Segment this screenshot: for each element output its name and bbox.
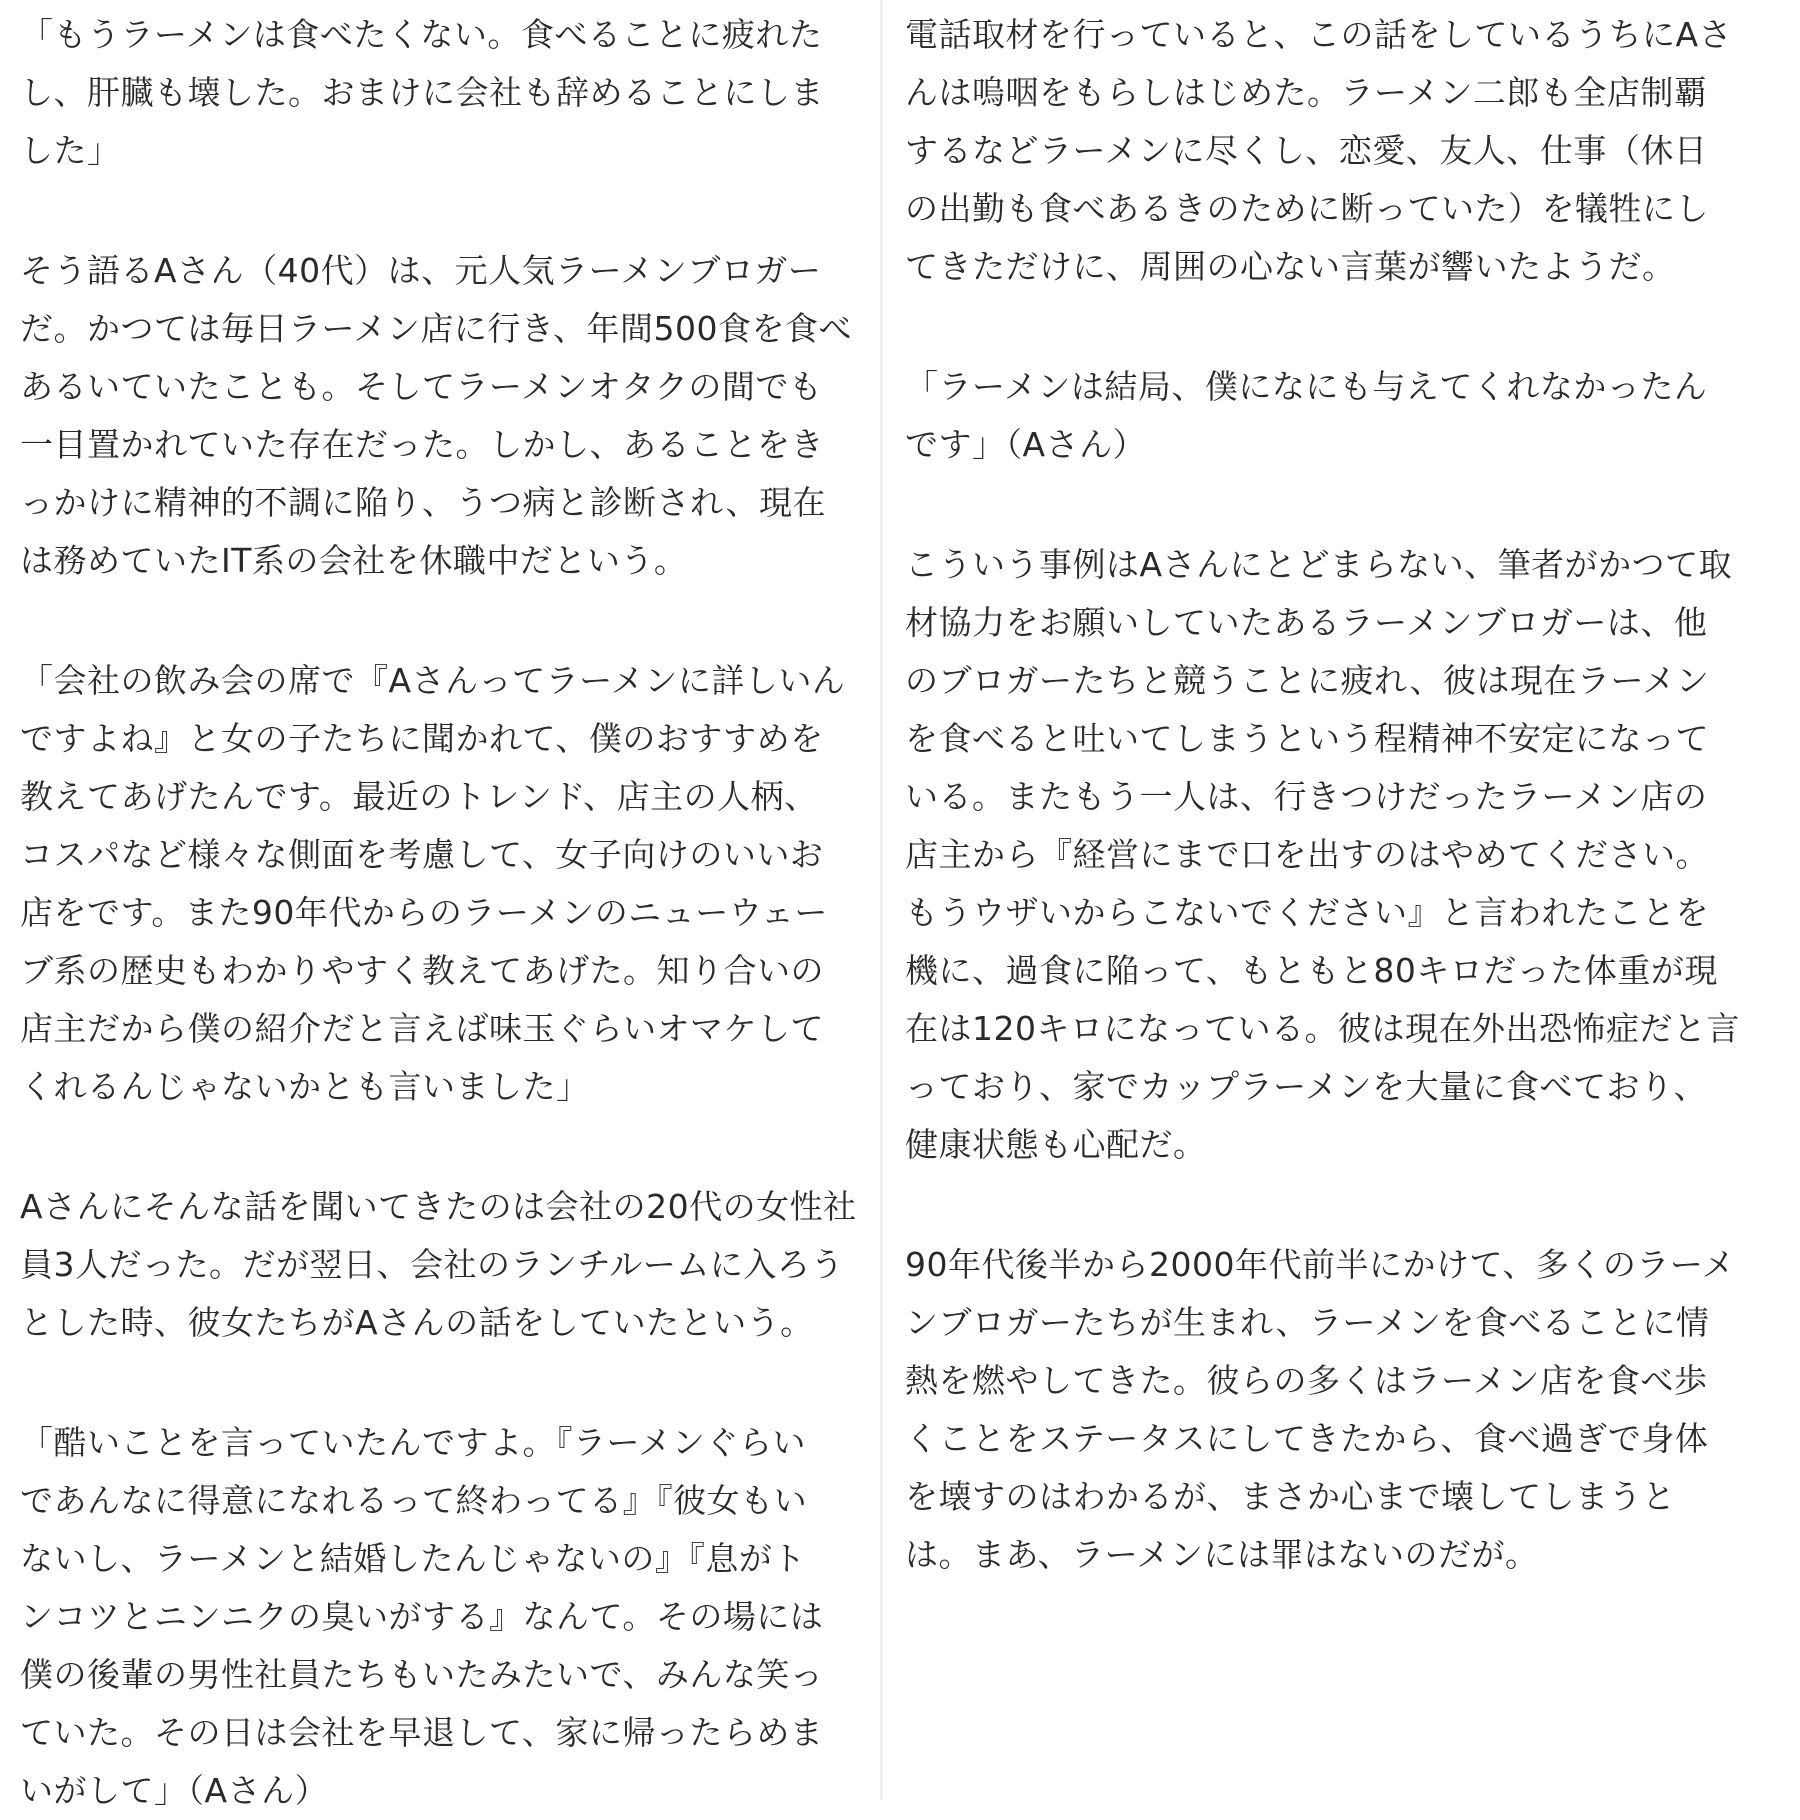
text-line: 健康状態も心配だ。 <box>905 1125 1207 1164</box>
text-line: ですよね』と女の子たちに聞かれて、僕のおすすめを <box>20 719 824 758</box>
text-line: は。まあ、ラーメンには罪はないのだが。 <box>905 1535 1539 1574</box>
paragraph <box>20 242 864 590</box>
text-line: こういう事例はAさんにとどまらない、筆者がかつて取 <box>905 545 1733 584</box>
text-line: した」 <box>20 131 121 170</box>
text-line: 90年代後半から2000年代前半にかけて、多くのラーメ <box>905 1245 1736 1284</box>
text-line: 機に、過食に陥って、もともと80キロだった体重が現 <box>905 951 1718 990</box>
text-line: くれるんじゃないかとも言いました」 <box>20 1067 590 1106</box>
text-line: し、肝臓も壊した。おまけに会社も辞めることにしま <box>20 73 824 112</box>
text-line: 「会社の飲み会の席で『Aさんってラーメンに詳しいん <box>20 661 846 700</box>
text-line: ないし、ラーメンと結婚したんじゃないの』『息がト <box>20 1539 806 1578</box>
paragraph <box>20 6 864 180</box>
text-line: ブ系の歴史もわかりやすく教えてあげた。知り合いの <box>20 951 824 990</box>
paragraph <box>905 358 1784 474</box>
paragraph <box>905 6 1784 296</box>
text-line: っており、家でカップラーメンを大量に食べており、 <box>905 1067 1708 1106</box>
text-line: 「もうラーメンは食べたくない。食べることに疲れた <box>20 15 823 54</box>
text-line: ンコツとニンニクの臭いがする』なんて。その場には <box>20 1597 824 1636</box>
text-line: んは嗚咽をもらしはじめた。ラーメン二郎も全店制覇 <box>905 73 1708 112</box>
text-line: 一目置かれていた存在だった。しかし、あることをき <box>20 425 824 464</box>
text-line: 店主だから僕の紹介だと言えば味玉ぐらいオマケして <box>20 1009 824 1048</box>
text-line: であんなに得意になれるって終わってる』『彼女もい <box>20 1481 808 1520</box>
text-line: てきただけに、周囲の心ない言葉が響いたようだ。 <box>905 247 1676 286</box>
text-line: ンブロガーたちが生まれ、ラーメンを食べることに情 <box>905 1303 1710 1342</box>
paragraph <box>20 1414 864 1820</box>
text-line: するなどラーメンに尽くし、恋愛、友人、仕事（休日 <box>905 131 1708 170</box>
text-line: あるいていたことも。そしてラーメンオタクの間でも <box>20 367 823 406</box>
paragraph <box>20 652 864 1116</box>
article-left-column <box>0 0 880 1810</box>
text-line: くことをステータスにしてきたから、食べ過ぎで身体 <box>905 1419 1709 1458</box>
paragraph <box>20 1178 864 1352</box>
paragraph <box>905 1236 1784 1584</box>
article-right-column <box>883 0 1800 1800</box>
text-line: 材協力をお願いしていたあるラーメンブロガーは、他 <box>905 603 1708 642</box>
text-line: 店主から『経営にまで口を出すのはやめてください。 <box>905 835 1709 874</box>
text-line: いがして」（Aさん） <box>20 1771 329 1810</box>
text-line: 員3人だった。だが翌日、会社のランチルームに入ろう <box>20 1245 844 1284</box>
text-line: 僕の後輩の男性社員たちもいたみたいで、みんな笑っ <box>20 1655 824 1694</box>
text-line: 熱を燃やしてきた。彼らの多くはラーメン店を食べ歩 <box>905 1361 1708 1400</box>
text-line: の出勤も食べあるきのために断っていた）を犠牲にし <box>905 189 1709 228</box>
text-line: 在は120キロになっている。彼は現在外出恐怖症だと言 <box>905 1009 1740 1048</box>
text-line: のブロガーたちと競うことに疲れ、彼は現在ラーメン <box>905 661 1710 700</box>
text-line: 「酷いことを言っていたんですよ。『ラーメンぐらい <box>20 1423 806 1462</box>
text-line: 店をです。また90年代からのラーメンのニューウェー <box>20 893 828 932</box>
text-line: Aさんにそんな話を聞いてきたのは会社の20代の女性社 <box>20 1187 857 1226</box>
text-line: を壊すのはわかるが、まさか心まで壊してしまうと <box>905 1477 1676 1516</box>
text-line: とした時、彼女たちがAさんの話をしていたという。 <box>20 1303 814 1342</box>
text-line: もうウザいからこないでください』と言われたことを <box>905 893 1709 932</box>
text-line: 教えてあげたんです。最近のトレンド、店主の人柄、 <box>20 777 818 816</box>
text-line: そう語るAさん（40代）は、元人気ラーメンブロガー <box>20 251 822 290</box>
text-line: だ。かつては毎日ラーメン店に行き、年間500食を食べ <box>20 309 853 348</box>
text-line: ていた。その日は会社を早退して、家に帰ったらめま <box>20 1713 824 1752</box>
text-line: 電話取材を行っていると、この話をしているうちにAさ <box>905 15 1733 54</box>
text-line: です」（Aさん） <box>905 425 1147 464</box>
text-line: を食べると吐いてしまうという程精神不安定になって <box>905 719 1709 758</box>
text-line: っかけに精神的不調に陥り、うつ病と診断され、現在 <box>20 483 826 522</box>
paragraph <box>905 536 1784 1174</box>
text-line: いる。またもう一人は、行きつけだったラーメン店の <box>905 777 1708 816</box>
text-line: コスパなど様々な側面を考慮して、女子向けのいいお <box>20 835 824 874</box>
text-line: は務めていたIT系の会社を休職中だという。 <box>20 541 688 580</box>
text-line: 「ラーメンは結局、僕になにも与えてくれなかったん <box>905 367 1708 406</box>
